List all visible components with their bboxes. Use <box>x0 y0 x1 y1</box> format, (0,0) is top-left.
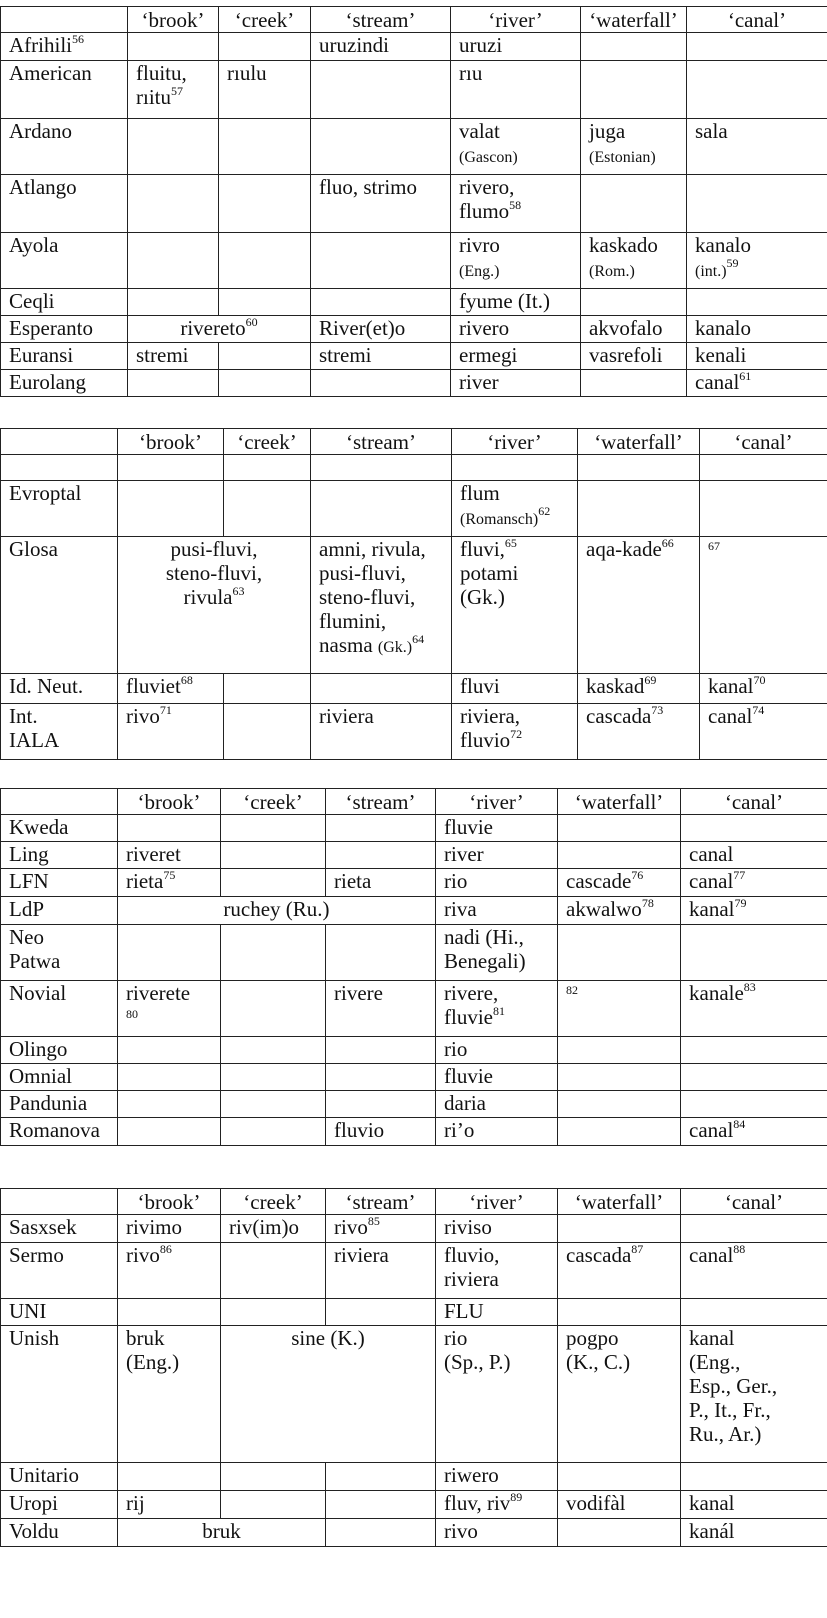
river-cell: valat (Gascon) <box>451 119 581 175</box>
brook-stream-cell: ruchey (Ru.) <box>118 897 436 925</box>
waterfall-cell: vasrefoli <box>581 343 687 370</box>
waterfall-cell: cascada$^{87}$ <box>558 1243 681 1299</box>
header-empty <box>1 1189 118 1215</box>
header-empty <box>1 7 128 33</box>
language-name: Unish <box>1 1326 118 1463</box>
river-cell: rio <box>436 869 558 897</box>
language-name: Sermo <box>1 1243 118 1299</box>
canal-cell: kanalo $(int.)^{59}$ <box>687 233 827 289</box>
language-name: Id. Neut. <box>1 674 118 704</box>
canal-cell: canal$^{84}$ <box>681 1118 827 1146</box>
language-name: Uropi <box>1 1491 118 1519</box>
canal-cell: kanal$^{70}$ <box>700 674 827 704</box>
table-row <box>1 537 827 674</box>
river-cell: ri’o <box>436 1118 558 1146</box>
header-stream: ‘stream’ <box>311 429 452 455</box>
table-row <box>1 481 827 537</box>
header-canal: ‘canal’ <box>700 429 827 455</box>
waterfall-cell: akwalwo$^{78}$ <box>558 897 681 925</box>
river-cell: fluvie <box>436 815 558 842</box>
language-name: Ceqli <box>1 289 128 316</box>
river-cell: rio <box>436 1037 558 1064</box>
creek-stream-cell: sine (K.) <box>221 1326 436 1463</box>
language-name: Voldu <box>1 1519 118 1547</box>
table-row <box>1 175 827 233</box>
canal-cell: canal$^{74}$ <box>700 704 827 760</box>
brook-creek-cell: bruk <box>118 1519 326 1547</box>
header-river: ‘river’ <box>452 429 578 455</box>
canal-cell: kanal$^{79}$ <box>681 897 827 925</box>
river-cell: FLU <box>436 1299 558 1326</box>
river-cell: fluvie <box>436 1064 558 1091</box>
river-cell: riva <box>436 897 558 925</box>
canal-cell: kanal <box>681 1491 827 1519</box>
header-empty <box>1 789 118 815</box>
header-empty <box>1 429 118 455</box>
header-row <box>1 429 827 455</box>
table-row <box>1 981 827 1037</box>
language-name: Afrihili$^{56}$ <box>1 33 128 61</box>
header-creek: ‘creek’ <box>219 7 311 33</box>
stream-cell: rieta <box>326 869 436 897</box>
river-cell: uruzi <box>451 33 581 61</box>
table-row <box>1 925 827 981</box>
river-cell: ermegi <box>451 343 581 370</box>
header-row <box>1 7 827 33</box>
river-cell: fyume (It.) <box>451 289 581 316</box>
table-row <box>1 704 827 760</box>
language-name: Evroptal <box>1 481 118 537</box>
header-canal: ‘canal’ <box>681 1189 827 1215</box>
language-name: Atlango <box>1 175 128 233</box>
table-row <box>1 316 827 343</box>
header-brook: ‘brook’ <box>118 429 224 455</box>
table-row <box>1 1243 827 1299</box>
canal-cell: canal$^{77}$ <box>681 869 827 897</box>
language-name: Ayola <box>1 233 128 289</box>
stream-cell: uruzindi <box>311 33 451 61</box>
brook-creek-cell: rivereto$^{60}$ <box>128 316 311 343</box>
brook-cell: fluitu, rıitu$^{57}$ <box>128 61 219 119</box>
waterfall-cell: 82 <box>558 981 681 1037</box>
language-name: Ling <box>1 842 118 869</box>
table-row <box>1 1091 827 1118</box>
canal-cell: kenali <box>687 343 827 370</box>
table-row <box>1 1463 827 1491</box>
waterfall-cell: cascade$^{76}$ <box>558 869 681 897</box>
table-row <box>1 1326 827 1463</box>
header-river: ‘river’ <box>436 789 558 815</box>
table-row <box>1 33 827 61</box>
river-cell: fluvi <box>452 674 578 704</box>
stream-cell: rivere <box>326 981 436 1037</box>
header-waterfall: ‘waterfall’ <box>558 1189 681 1215</box>
brook-cell: stremi <box>128 343 219 370</box>
header-stream: ‘stream’ <box>311 7 451 33</box>
stream-cell: fluvio <box>326 1118 436 1146</box>
table-row <box>1 815 827 842</box>
table-row <box>1 370 827 397</box>
river-cell: riviso <box>436 1215 558 1243</box>
table-row <box>1 289 827 316</box>
language-name: LdP <box>1 897 118 925</box>
river-cell: flum (Romansch)$^{62}$ <box>452 481 578 537</box>
stream-cell: amni, rivula, pusi-fluvi, steno-fluvi, flumini, nasma $(Gk.)^{64}$ <box>311 537 452 674</box>
waterfall-cell: pogpo (K., C.) <box>558 1326 681 1463</box>
canal-cell: canal$^{88}$ <box>681 1243 827 1299</box>
table-row <box>1 897 827 925</box>
brook-cell: rij <box>118 1491 221 1519</box>
waterfall-cell: kaskad$^{69}$ <box>578 674 700 704</box>
creek-cell: rıulu <box>219 61 311 119</box>
header-waterfall: ‘waterfall’ <box>558 789 681 815</box>
creek-cell: riv(im)o <box>221 1215 326 1243</box>
table-row <box>1 61 827 119</box>
brook-cell: rivo$^{71}$ <box>118 704 224 760</box>
header-row <box>1 1189 827 1215</box>
header-canal: ‘canal’ <box>687 7 827 33</box>
language-name: UNI <box>1 1299 118 1326</box>
language-name: Pandunia <box>1 1091 118 1118</box>
stream-cell: riviera <box>311 704 452 760</box>
river-cell: daria <box>436 1091 558 1118</box>
brook-cell: fluviet$^{68}$ <box>118 674 224 704</box>
language-name: Neo Patwa <box>1 925 118 981</box>
table-row <box>1 455 827 481</box>
canal-cell: kanál <box>681 1519 827 1547</box>
language-name: Romanova <box>1 1118 118 1146</box>
canal-cell: kanal (Eng., Esp., Ger., P., It., Fr., Ru., Ar.) <box>681 1326 827 1463</box>
header-canal: ‘canal’ <box>681 789 827 815</box>
header-river: ‘river’ <box>451 7 581 33</box>
language-name: Int. IALA <box>1 704 118 760</box>
brook-cell: rivimo <box>118 1215 221 1243</box>
table-row <box>1 1299 827 1326</box>
header-stream: ‘stream’ <box>326 1189 436 1215</box>
table-row <box>1 842 827 869</box>
river-cell: rivo <box>436 1519 558 1547</box>
river-cell: fluv, riv$^{89}$ <box>436 1491 558 1519</box>
river-cell: nadi (Hi., Benegali) <box>436 925 558 981</box>
river-cell: fluvi,$^{65}$ potami (Gk.) <box>452 537 578 674</box>
header-creek: ‘creek’ <box>221 789 326 815</box>
language-name: Sasxsek <box>1 1215 118 1243</box>
header-row <box>1 789 827 815</box>
language-name: Olingo <box>1 1037 118 1064</box>
river-cell: rıu <box>451 61 581 119</box>
header-creek: ‘creek’ <box>224 429 311 455</box>
language-name: Unitario <box>1 1463 118 1491</box>
table-block-1 <box>0 6 827 397</box>
brook-cell: rivo$^{86}$ <box>118 1243 221 1299</box>
table-row <box>1 1037 827 1064</box>
waterfall-cell: aqa-kade$^{66}$ <box>578 537 700 674</box>
canal-cell: kanale$^{83}$ <box>681 981 827 1037</box>
table-row <box>1 869 827 897</box>
stream-cell: stremi <box>311 343 451 370</box>
waterfall-cell: kaskado (Rom.) <box>581 233 687 289</box>
brook-cell: riveret <box>118 842 221 869</box>
river-cell: riviera, fluvio$^{72}$ <box>452 704 578 760</box>
table-row <box>1 674 827 704</box>
river-cell: rivero <box>451 316 581 343</box>
header-river: ‘river’ <box>436 1189 558 1215</box>
language-name: Kweda <box>1 815 118 842</box>
header-brook: ‘brook’ <box>118 789 221 815</box>
canal-cell: sala <box>687 119 827 175</box>
waterfall-cell: akvofalo <box>581 316 687 343</box>
language-name: Eurolang <box>1 370 128 397</box>
header-brook: ‘brook’ <box>128 7 219 33</box>
waterfall-cell: cascada$^{73}$ <box>578 704 700 760</box>
canal-cell: kanalo <box>687 316 827 343</box>
river-cell: rio (Sp., P.) <box>436 1326 558 1463</box>
table-row <box>1 1118 827 1146</box>
language-name: Omnial <box>1 1064 118 1091</box>
stream-cell: riviera <box>326 1243 436 1299</box>
river-cell: river <box>436 842 558 869</box>
table-block-2 <box>0 428 827 760</box>
header-stream: ‘stream’ <box>326 789 436 815</box>
header-waterfall: ‘waterfall’ <box>581 7 687 33</box>
waterfall-cell: vodifàl <box>558 1491 681 1519</box>
table-row <box>1 119 827 175</box>
canal-cell: 67 <box>700 537 827 674</box>
river-cell: fluvio, riviera <box>436 1243 558 1299</box>
language-name: Ardano <box>1 119 128 175</box>
stream-cell: rivo$^{85}$ <box>326 1215 436 1243</box>
language-name: American <box>1 61 128 119</box>
table-row <box>1 343 827 370</box>
river-cell: river <box>451 370 581 397</box>
canal-cell: canal <box>681 842 827 869</box>
language-name: Euransi <box>1 343 128 370</box>
brook-cell: bruk (Eng.) <box>118 1326 221 1463</box>
language-name: Glosa <box>1 537 118 674</box>
table-row <box>1 1064 827 1091</box>
header-brook: ‘brook’ <box>118 1189 221 1215</box>
language-name: Novial <box>1 981 118 1037</box>
waterfall-cell: juga (Estonian) <box>581 119 687 175</box>
table-row <box>1 1519 827 1547</box>
stream-cell: fluo, strimo <box>311 175 451 233</box>
river-cell: riwero <box>436 1463 558 1491</box>
river-cell: rivero, flumo$^{58}$ <box>451 175 581 233</box>
brook-cell: riverete $^{80}$ <box>118 981 221 1037</box>
header-waterfall: ‘waterfall’ <box>578 429 700 455</box>
header-creek: ‘creek’ <box>221 1189 326 1215</box>
table-block-4 <box>0 1188 827 1547</box>
stream-cell: River(et)o <box>311 316 451 343</box>
river-cell: rivere, fluvie$^{81}$ <box>436 981 558 1037</box>
language-name: LFN <box>1 869 118 897</box>
table-row <box>1 233 827 289</box>
table-block-3 <box>0 788 827 1146</box>
brook-cell: rieta$^{75}$ <box>118 869 221 897</box>
canal-cell: canal$^{61}$ <box>687 370 827 397</box>
table-row <box>1 1491 827 1519</box>
brook-creek-cell: pusi-fluvi, steno-fluvi, rivula$^{63}$ <box>118 537 311 674</box>
table-row <box>1 1215 827 1243</box>
language-name: Esperanto <box>1 316 128 343</box>
river-cell: rivro (Eng.) <box>451 233 581 289</box>
